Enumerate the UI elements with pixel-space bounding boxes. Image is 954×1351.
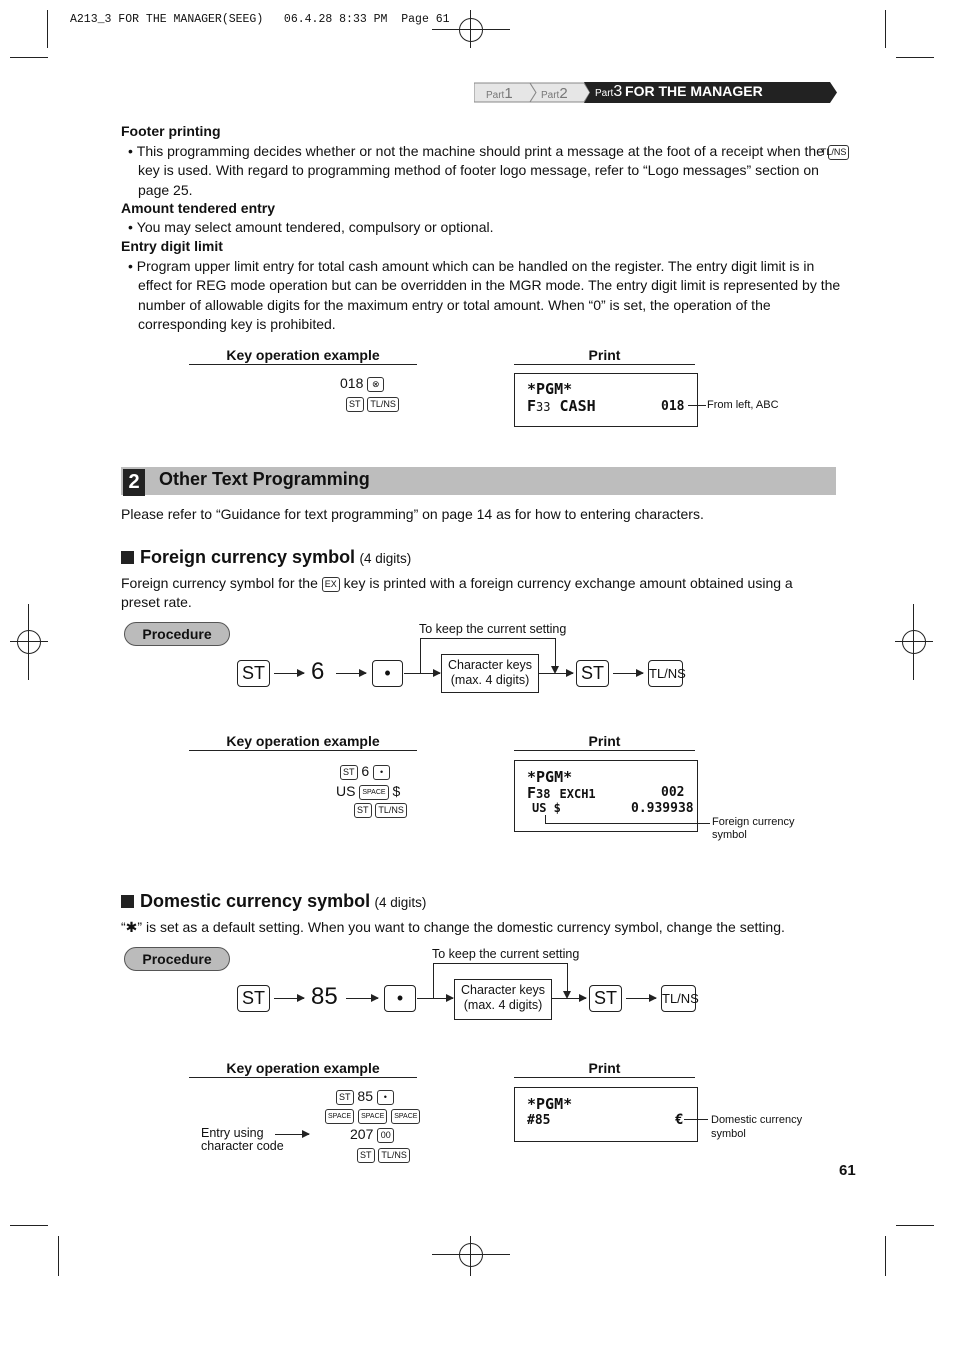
st-key-icon: ST	[346, 397, 364, 412]
footer-printing-text-a: This programming decides whether or not the machine should print a message at the foot of a receipt when the	[136, 143, 828, 159]
part2-prefix: Part	[541, 90, 560, 101]
domestic-text-a: “	[121, 919, 126, 935]
crop-mark	[470, 1236, 471, 1276]
footer-printing-text: • This programming decides whether or not the machine should print a message at the foot of a receipt when the TL/NS key is used. With regard to programming method of footer logo message, refer to “Logo messages” section on page 25.	[128, 142, 850, 200]
flow-arrow	[274, 673, 304, 674]
key-operation-heading: Key operation example	[189, 346, 417, 365]
print-line-cash	[527, 397, 596, 415]
square-bullet-icon	[121, 551, 134, 564]
keep-setting-label: To keep the current setting	[432, 947, 580, 961]
ex-number: 85	[357, 1088, 373, 1104]
character-keys-box	[454, 979, 552, 1020]
key-sequence-3c	[350, 1126, 394, 1143]
crop-mark	[885, 1236, 886, 1276]
ex-code: 207	[350, 1126, 374, 1142]
print-heading: Print	[514, 732, 695, 751]
crop-mark	[432, 29, 510, 30]
print-name: EXCH1	[559, 787, 596, 801]
bypass-line	[420, 638, 421, 674]
entry-digit-title: Entry digit limit	[121, 238, 223, 254]
bypass-line	[555, 638, 556, 668]
step-number: 6	[311, 658, 325, 685]
tlns-key: TL/NS	[648, 660, 683, 687]
entry-note-line1: Entry using	[201, 1126, 264, 1140]
box-line1: Character keys	[460, 983, 546, 997]
print-line-pgm: *PGM*	[527, 1095, 573, 1113]
tlns-key-icon: TL/NS	[375, 803, 407, 818]
flow-arrow	[552, 998, 586, 999]
page-number: 61	[839, 1162, 856, 1179]
tlns-key-icon: TL/NS	[367, 397, 399, 412]
procedure-label: Procedure	[124, 947, 230, 971]
multiply-key-icon: ⊗	[367, 377, 384, 392]
section-intro: Please refer to “Guidance for text programming” on page 14 as for how to entering characters.	[121, 506, 704, 522]
crop-mark	[896, 1225, 934, 1226]
character-keys-box	[441, 654, 539, 693]
crop-mark	[28, 604, 29, 680]
foreign-text-a: Foreign currency symbol for the	[121, 575, 322, 591]
annotation-from-left: From left, ABC	[707, 399, 779, 411]
print-code: #85	[527, 1113, 551, 1128]
foreign-heading: Foreign currency symbol	[140, 547, 356, 567]
part2-number: 2	[559, 85, 568, 102]
flow-arrow	[336, 673, 366, 674]
space-key-icon: SPACE	[359, 785, 388, 800]
st-key: ST	[576, 660, 609, 687]
tlns-key-icon: TL/NS	[378, 1148, 410, 1163]
part1-tab[interactable]	[486, 85, 513, 102]
procedure-label: Procedure	[124, 622, 230, 646]
key-operation-heading: Key operation example	[189, 732, 417, 751]
registration-mark-icon	[902, 630, 926, 654]
step-number: 85	[311, 983, 338, 1010]
crop-mark	[47, 10, 48, 48]
flow-arrow	[346, 998, 378, 999]
receipt-print-3	[514, 1087, 698, 1142]
part1-number: 1	[504, 85, 513, 102]
asterisk-icon: ✱	[125, 919, 138, 935]
space-key-icon: SPACE	[391, 1109, 420, 1124]
st-key: ST	[237, 985, 270, 1012]
print-name: CASH	[559, 397, 596, 415]
print-heading: Print	[514, 1059, 695, 1078]
crop-mark	[913, 604, 914, 680]
st-key-icon: ST	[340, 765, 358, 780]
entry-note-line2: character code	[201, 1139, 284, 1153]
print-rate: 0.939938	[631, 801, 694, 816]
receipt-print-2	[514, 760, 698, 832]
st-key: ST	[237, 660, 270, 687]
print-f: F	[527, 784, 537, 802]
part1-prefix: Part	[486, 90, 505, 101]
foreign-text-b: key is printed with a foreign currency exchange amount obtained using a preset rate.	[121, 575, 793, 611]
dot-key: •	[384, 985, 416, 1012]
part2-tab[interactable]	[541, 85, 568, 102]
section-title: Other Text Programming	[159, 469, 370, 489]
key-sequence-2b	[336, 783, 400, 800]
print-code: 002	[661, 785, 685, 800]
domestic-text	[121, 918, 833, 937]
crop-mark	[896, 57, 934, 58]
bypass-line	[433, 963, 434, 999]
amount-tendered-title: Amount tendered entry	[121, 200, 276, 216]
tlns-key: TL/NS	[661, 985, 696, 1012]
key-sequence-2a	[340, 763, 390, 780]
dot-key-icon: •	[373, 765, 390, 780]
box-line2: (max. 4 digits)	[450, 673, 530, 687]
box-line1: Character keys	[447, 658, 533, 672]
euro-symbol-icon: €	[675, 1112, 684, 1128]
foreign-text	[121, 574, 833, 613]
dot-key: •	[372, 660, 403, 687]
bypass-line	[420, 638, 555, 639]
flow-arrow	[417, 998, 453, 999]
crop-mark	[58, 1236, 59, 1276]
key-sequence-3b	[325, 1107, 420, 1124]
box-line2: (max. 4 digits)	[463, 998, 543, 1012]
print-heading: Print	[514, 346, 695, 365]
st-key: ST	[589, 985, 622, 1012]
key-sequence-3d	[357, 1146, 410, 1163]
print-line-exch	[527, 784, 596, 802]
leader-line	[684, 1119, 708, 1120]
flow-arrow	[404, 673, 440, 674]
registration-mark-icon	[459, 18, 483, 42]
space-key-icon: SPACE	[325, 1109, 354, 1124]
crop-mark	[10, 641, 48, 642]
flow-arrow	[613, 673, 643, 674]
crop-mark	[895, 641, 933, 642]
leader-line	[545, 815, 546, 823]
keep-setting-label: To keep the current setting	[419, 622, 567, 636]
domestic-text-b: ” is set as a default setting. When you want to change the domestic currency symbol, change the setting.	[137, 919, 785, 935]
print-line-pgm: *PGM*	[527, 380, 573, 398]
section-number-badge: 2	[123, 469, 145, 496]
st-key-icon: ST	[336, 1090, 354, 1105]
entry-value: 018	[340, 375, 364, 391]
domestic-heading-row	[121, 891, 426, 912]
crop-mark	[885, 10, 886, 48]
flow-arrow	[626, 998, 656, 999]
print-fnum: 33	[536, 400, 551, 414]
domestic-digits: (4 digits)	[374, 895, 427, 910]
crop-mark	[10, 1225, 48, 1226]
annotation-foreign-symbol: Foreign currency symbol	[712, 816, 795, 841]
pointer-arrow	[275, 1134, 309, 1135]
annotation-domestic-symbol: Domestic currency symbol	[711, 1114, 803, 1140]
registration-mark-icon	[459, 1243, 483, 1267]
key-sequence-3a	[336, 1088, 394, 1105]
leader-line	[545, 823, 710, 824]
st-key-icon: ST	[357, 1148, 375, 1163]
flow-arrow	[274, 998, 304, 999]
ex-us: US	[336, 783, 356, 799]
part3-title: FOR THE MANAGER	[625, 83, 763, 99]
foreign-digits: (4 digits)	[359, 551, 412, 566]
print-fnum: 38	[536, 787, 551, 801]
key-operation-heading: Key operation example	[189, 1059, 417, 1078]
print-f: F	[527, 397, 537, 415]
double-zero-key-icon: 00	[377, 1128, 394, 1143]
domestic-heading: Domestic currency symbol	[140, 891, 371, 911]
receipt-print-1	[514, 373, 698, 427]
flow-arrow	[539, 673, 573, 674]
print-value: 018	[661, 399, 685, 414]
dot-key-icon: •	[377, 1090, 394, 1105]
footer-printing-title: Footer printing	[121, 123, 221, 139]
footer-printing-text-b: key is used. With regard to programming method of footer logo message, refer to “Logo messages” section on page 25.	[138, 162, 819, 198]
entry-digit-text: • Program upper limit entry for total cash amount which can be handled on the register. The entry digit limit is in effect for REG mode operation but can be overridden in the MGR mode. The entry digit limit is represented by the number of allowable digits for the maximum entry or total amount. When “0” is set, the operation of the corresponding key is prohibited.	[128, 258, 841, 332]
key-sequence-1b	[346, 395, 399, 412]
leader-line	[688, 405, 706, 406]
crop-mark	[432, 1254, 510, 1255]
part3-tab[interactable]	[595, 83, 763, 101]
part3-number: 3	[613, 83, 623, 100]
tlns-key-icon: TL/NS	[828, 145, 850, 160]
space-key-icon: SPACE	[358, 1109, 387, 1124]
part3-prefix: Part	[595, 88, 614, 99]
registration-mark-icon	[17, 630, 41, 654]
print-line-pgm: *PGM*	[527, 768, 573, 786]
st-key-icon: ST	[354, 803, 372, 818]
part-navigation	[474, 82, 837, 103]
ex-dollar: $	[392, 783, 401, 799]
entry-digit-text-body: Program upper limit entry for total cash amount which can be handled on the register. The entry digit limit is in effect for REG mode operation but can be overridden in the MGR mode. The entry digit limit is represented by the number of allowable digits for the maximum entry or total amount. When “0” is set, the operation of the corresponding key is prohibited.	[136, 258, 841, 332]
ex-number: 6	[361, 763, 370, 779]
foreign-heading-row	[121, 547, 411, 568]
ex-key-icon: EX	[322, 577, 340, 592]
bypass-line	[433, 963, 567, 964]
entry-note	[201, 1127, 284, 1153]
file-info: A213_3 FOR THE MANAGER(SEEG) 06.4.28 8:33 PM Page 61	[70, 13, 450, 26]
bypass-line	[567, 963, 568, 993]
print-symbol: US $	[532, 801, 561, 815]
key-sequence-1	[340, 375, 384, 392]
crop-mark	[10, 57, 48, 58]
amount-tendered-text-body: You may select amount tendered, compulsory or optional.	[136, 219, 494, 235]
square-bullet-icon	[121, 895, 134, 908]
key-sequence-2c	[354, 801, 407, 818]
amount-tendered-text: • You may select amount tendered, compulsory or optional.	[128, 219, 494, 235]
